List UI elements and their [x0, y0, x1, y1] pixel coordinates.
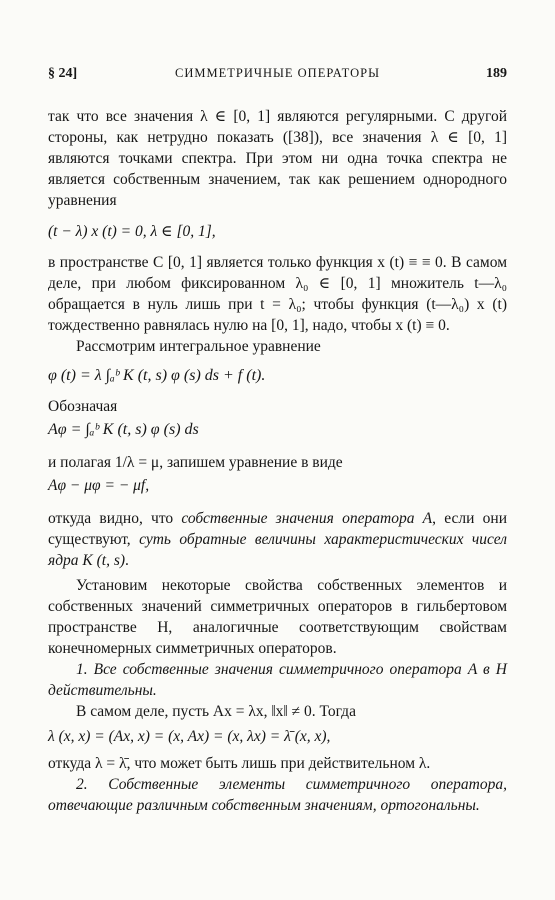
section-marker: § 24]	[48, 66, 78, 81]
equation-eigen-form: Aφ − μφ = − μf,	[48, 477, 150, 494]
running-title: СИММЕТРИЧНЫЕ ОПЕРАТОРЫ	[175, 66, 380, 80]
page-body	[48, 106, 507, 816]
text-run: , если они существуют,	[48, 510, 507, 548]
paragraph-denoting: Обозначая	[48, 398, 118, 415]
paragraph-space-c: в пространстве C [0, 1] является только функция x (t) ≡ ≡ 0. В самом деле, при любом фиксированном λ₀ ∈ [0, 1] множитель t—λ₀ обращается в нуль лишь при t = λ₀; чтобы функция (t—λ₀) x (t) тождественно равнялась нулю на [0, 1], надо, чтобы x (t) ≡ 0.	[48, 254, 507, 334]
theorem-real-eigenvalues: 1. Все собственные значения симметричного оператора A в H действительны.	[48, 661, 507, 699]
equation-inner-products: λ (x, x) = (Ax, x) = (x, Ax) = (x, λx) = λ̄ (x, x),	[48, 728, 331, 745]
paragraph-proof-start: В самом деле, пусть Ax = λx, ‖x‖ ≠ 0. Тогда	[76, 703, 356, 720]
paragraph-regular-values: так что все значения λ ∈ [0, 1] являются регулярными. С другой стороны, как нетрудно показать ([38]), все значения λ ∈ [0, 1] являются точками спектра. При этом ни одна точка спектра не является собственным значением, так как решением однородного уравнения	[48, 108, 507, 209]
equation-operator-a: Aφ = ∫ₐᵇ K (t, s) φ (s) ds	[48, 421, 199, 438]
paragraph-properties: Установим некоторые свойства собственных элементов и собственных значений симметричных операторов в гильбертовом пространстве H, аналогичные соответствующим свойствам конечномерных симметричных операторов.	[48, 577, 507, 657]
equation-integral: φ (t) = λ ∫ₐᵇ K (t, s) φ (s) ds + f (t).	[48, 367, 266, 384]
paragraph-eigenvalues-inverse	[48, 508, 507, 571]
page-number: 189	[486, 66, 507, 81]
equation-homogeneous: (t − λ) x (t) = 0, λ ∈ [0, 1],	[48, 223, 216, 240]
running-header	[48, 66, 507, 86]
paragraph-setting-mu: и полагая 1/λ = μ, запишем уравнение в виде	[48, 454, 343, 471]
emphasis-eigenvalues: собственные значения оператора A	[181, 510, 433, 527]
theorem-orthogonal-eigenvectors: 2. Собственные элементы симметричного оператора, отвечающие различным собственным значениям, ортогональны.	[48, 776, 507, 814]
text-run: .	[125, 552, 129, 569]
paragraph-proof-end: откуда λ = λ̄, что может быть лишь при действительном λ.	[48, 755, 431, 772]
paragraph-integral-equation: Рассмотрим интегральное уравнение	[76, 338, 321, 355]
emphasis-inverse-characteristic: суть обратные величины характеристических чисел ядра K (t, s)	[48, 531, 507, 569]
text-run: откуда видно, что	[48, 510, 182, 527]
